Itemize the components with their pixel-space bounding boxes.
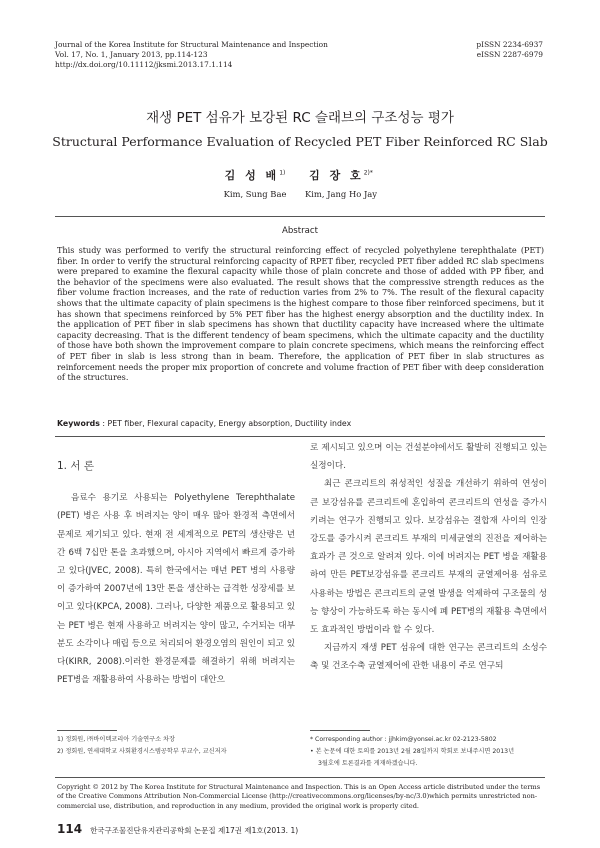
paragraph: 지금까지 재생 PET 섬유에 대한 연구는 콘크리트의 소성수축 및 건조수축 균열제어에 관한 내용이 주로 연구되 bbox=[310, 643, 547, 672]
journal-header bbox=[55, 40, 328, 70]
author-2 bbox=[296, 167, 386, 199]
journal-volume: Vol. 17, No. 1, January 2013, pp.114-123 bbox=[55, 50, 208, 59]
page-number: 114 bbox=[57, 822, 83, 836]
copyright-notice: Copyright © 2012 by The Korea Institute for Structural Maintenance and Inspection. This is an Open Access article distributed under the terms of the Creative Commons Attribution Non-Commercial License (http://creativecommons.org/licenses/by-nc/3.0)which permits unrestricted non-commercial use, distribution, and reproduction in any medium, provided the original work is properly cited. bbox=[57, 783, 541, 810]
copyright-rule bbox=[55, 777, 545, 778]
author-2-name-en: Kim, Jang Ho Jay bbox=[304, 189, 378, 199]
author-2-affil-mark: 2)* bbox=[363, 169, 373, 177]
eissn: eISSN 2287-6979 bbox=[476, 50, 543, 59]
footnote-rule-left bbox=[57, 730, 117, 731]
issn-block bbox=[476, 40, 543, 60]
footnote: 2) 정회원, 연세대학교 사회환경시스템공학부 부교수, 교신저자 bbox=[57, 748, 227, 756]
keywords-text: : PET fiber, Flexural capacity, Energy absorption, Ductility index bbox=[99, 419, 352, 428]
journal-footer-text: 한국구조물진단유지관리공학회 논문집 제17권 제1호(2013. 1) bbox=[90, 826, 299, 835]
keywords bbox=[57, 419, 544, 428]
corresponding-author: * Corresponding author : jjhkim@yonsei.ac.kr 02-2123-5802 bbox=[310, 736, 497, 743]
paragraph: 최근 콘크리트의 취성적인 성질을 개선하기 위하여 연성이 큰 보강섬유를 콘크리트에 혼입하여 콘크리트의 연성을 증가시키려는 연구가 진행되고 있다. 보강섬유는 결합재 사이의 인장강도를 증가시켜 콘크리트 부재의 미세균열의 진전을 제어하는 효과가 큰 것으로 알려져 있다. 이에 버려지는 PET 병을 재활용하여 만든 PET보강섬유를 콘크리트 부재의 균열제어용 섬유로 사용하는 방법은 콘크리트의 균열 발생을 억제하여 구조물의 성능 향상이 가능하도록 하는 동시에 폐 PET병의 재활용 측면에서도 효과적인 방법이라 할 수 있다. bbox=[310, 479, 547, 636]
title-korean: 재생 PET 섬유가 보강된 RC 슬래브의 구조성능 평가 bbox=[146, 110, 454, 126]
body-column-left bbox=[57, 457, 295, 689]
doi-link[interactable]: http://dx.doi.org/10.11112/jksmi.2013.17.1.114 bbox=[55, 60, 233, 69]
discussion-note-cont: 3월호에 토론결과를 게재하겠습니다. bbox=[318, 760, 418, 768]
footnote: 1) 정회원, ㈜바이텍코리아 기술연구소 차장 bbox=[57, 736, 176, 743]
keywords-label: Keywords bbox=[57, 419, 100, 428]
footnotes-left bbox=[57, 734, 297, 758]
author-1-affil-mark: 1) bbox=[279, 169, 286, 177]
pissn: pISSN 2234-6937 bbox=[476, 40, 543, 49]
abstract-bottom-rule bbox=[55, 436, 545, 437]
author-2-name-ko: 김 장 호 bbox=[309, 169, 364, 182]
journal-name: Journal of the Korea Institute for Structural Maintenance and Inspection bbox=[55, 40, 328, 49]
abstract-top-rule bbox=[55, 216, 545, 217]
author-1 bbox=[215, 167, 295, 199]
section-heading: 1. 서 론 bbox=[57, 460, 94, 472]
title-english: Structural Performance Evaluation of Recycled PET Fiber Reinforced RC Slab bbox=[52, 134, 548, 149]
abstract-text: This study was performed to verify the structural reinforcing effect of recycled polyethylene terephthalate (PET) fiber. In order to verify the structural reinforcing capacity of RPET fiber, recycled PET fiber added RC slab specimens were prepared to examine the flexural capacity while those of plain concrete and those of added with PP fiber, and the behavior of the specimens were also evaluated. The result shows that the compressive strength reduces as the fiber volume fraction increases, and the rate of reduction varies from 2% to 7%. The result of the flexural capacity shows that the ultimate capacity of plain specimens is the highest compare to those fiber reinforced specimens, but it has shown that specimens reinforced by 5% PET fiber has the highest energy absorption and the ductility index. In the application of PET fiber in slab specimens has shown that ductility capacity have increased where the ultimate capacity decreasing. That is the different tendency of beam specimens, which the ultimate capacity and the ductility of those have both shown the improvement compare to plain concrete specimens, which means the reinforcing effect of PET fiber in slab is less strong than in beam. Therefore, the application of PET fiber in slab structures as reinforcement needs the proper mix proportion of concrete and volume fraction of PET fiber with deep consideration of the structures. bbox=[57, 245, 544, 383]
body-column-right bbox=[310, 439, 547, 676]
paragraph: 음료수 용기로 사용되는 Polyethylene Terephthalate (PET) 병은 사용 후 버려지는 양이 매우 많아 환경적 측면에서 문제로 제기되고 있다. 현재 전 세계적으로 PET의 생산량은 년간 6백 7십만 톤을 초과했으며, 아시아 지역에서 빠르게 증가하고 있다(JVEC, 2008). 특히 한국에서는 매년 PET 병의 사용량이 증가하여 2007년에 13만 톤을 생산하는 급격한 성장세를 보이고 있다(KPCA, 2008). 그러나, 다양한 제품으로 활용되고 있는 PET 병은 현재 사용하고 버려지는 양이 많고, 수거되는 대부분도 소각이나 매립 등으로 처리되어 환경오염의 원인이 되고 있다(KIRR, 2008).이러한 환경문제를 해결하기 위해 버려지는 PET병을 재활용하여 사용하는 방법이 대안으 bbox=[57, 493, 295, 686]
author-1-name-en: Kim, Sung Bae bbox=[223, 189, 287, 199]
abstract-heading: Abstract bbox=[281, 226, 319, 236]
paragraph: 로 제시되고 있으며 이는 건설분야에서도 활발히 진행되고 있는 실정이다. bbox=[310, 443, 547, 472]
page-footer bbox=[57, 822, 298, 836]
footnotes-right bbox=[310, 734, 550, 771]
discussion-note: • 본 논문에 대한 토의를 2013년 2월 28일까지 학회로 보내주시면 2013년 bbox=[310, 748, 515, 756]
author-1-name-ko: 김 성 배 bbox=[224, 169, 280, 182]
footnote-rule-right bbox=[310, 730, 370, 731]
